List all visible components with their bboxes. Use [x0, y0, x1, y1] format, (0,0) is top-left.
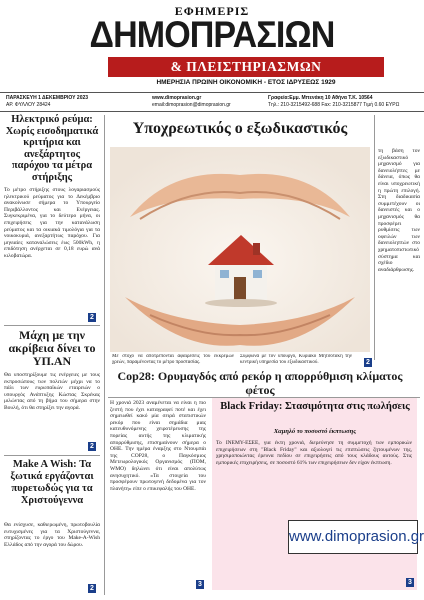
article-separator [4, 455, 100, 456]
article-body-electricity: Το μέτρο στήριξης στους λογαριασμούς ηλεκτρικού ρεύματος για το Δεκέμβριο ανακοίνωσε σήμερα το Υπουργείο Περιβάλλοντος και Ενέργειας. Συγκεκριμένα, για το δεύτερο μήνα, οι επιχειρήσεις για την κατανάλωση ρεύματος και τα οικιακά τιμολόγια για τα νοικοκυριά, ανεξαρτήτως παρόχου. Για μηνιαίες καταναλώσεις έως 500kWh, η επιδότηση ανέρχεται σε 0,18 ευρώ ανά κιλοβατώρα. [4, 187, 100, 259]
website-link[interactable]: www.dimoprasion.gr [152, 95, 202, 101]
article-title-ypan[interactable]: Μάχη με την ακρίβεια δίνει το ΥΠ.ΑΝ [8, 328, 96, 368]
info-bar [0, 92, 424, 112]
house-hands-photo [110, 147, 370, 352]
photo-caption-left: Με στόχο να αποτρέπονται αφαιρέσεις του εκκρεμών χρεών, παραμένοντας το μέτρο προστασίας. [112, 354, 234, 365]
cop28-headline[interactable]: Cop28: Ορυμαγδός από ρεκόρ η απορρύθμιση κλίματος φέτος [117, 369, 403, 397]
address: Γραφεία:Εμμ. Μπενάκη 10 Αθήνα Τ.Κ. 10564 [268, 95, 373, 101]
page-ref-badge[interactable]: 2 [364, 358, 372, 367]
page-ref-badge[interactable]: 2 [88, 313, 96, 322]
black-friday-subheadline: Χαμηλό το ποσοστό έκπτωσης [273, 428, 357, 435]
photo-caption-right: Σύμφωνα με τον υπουργό, Κυριάκο Μητσοτάκη την κεντρική υπηρεσία του εξωδικαστικού. [240, 354, 352, 365]
issue-date: ΠΑΡΑΣΚΕΥΗ 1 ΔΕΚΕΜΒΡΙΟΥ 2023 [6, 95, 89, 101]
page-ref-badge[interactable]: 3 [406, 578, 414, 587]
email-link[interactable]: email:dimoprasion@dimoprasion.gr [152, 102, 231, 108]
house-in-hands-image [110, 147, 370, 352]
article-separator [4, 325, 100, 326]
masthead-subtitle: & ΠΛΕΙΣΤΗΡΙΑΣΜΩΝ [108, 57, 384, 77]
main-article-continuation: τη βάση τον εξωδικαστικό μηχανισμό για δανειολήπτες με δάνεια, όπως θα είναι υποχρεωτική η πρώτη επιλογή. Στη διαδικασία συμμετέχουν οι δανειστές και ο μηχανισμός θα προσφέρει ρυθμίσεις των οφειλών των δανειοληπτών στο χρηματοπιστωτικό σύστημα και σχέδιο αναδιάρθρωσης. [378, 148, 420, 273]
main-headline[interactable]: Υποχρεωτικός ο εξωδικαστικός [132, 120, 348, 137]
article-title-electricity[interactable]: Ηλεκτρικό ρεύμα: Χωρίς εισοδηματικά κριτήρια και ανεξάρτητος παρόχου τα μέτρα στήριξης [5, 114, 99, 183]
article-body-makeawish: Θα ενίσχυσε, καθιερωμένη, πρωτοβουλία ευτυχισμένες για τα Χριστούγεννα, στηρίζοντας το έργο του Make-A-Wish Ελλάδος από την αγορά του δώρου. [4, 522, 100, 548]
dimoprasion-ad-banner[interactable]: www.dimoprasion.gr [288, 520, 418, 554]
page-ref-badge[interactable]: 2 [88, 584, 96, 593]
phones: Tηλ.: 210-3215492-688 Fax: 210-3215877 Tιμή 0.60 ΕΥΡΩ [268, 102, 400, 108]
masthead-title: ΔΗΜΟΠΡΑΣΙΩΝ [89, 14, 335, 55]
article-body-ypan: Θα υποστηρίξουμε τις ενέργειες με τους εκπροσώπους των πολιτών μέχρι να το πάλι των ευρωπαϊκών εταιρειών ο υπουργός Ανάπτυξης Κώστας Σκρέκας μιλώντας από τη βήμα του σήμερα στην Βουλή, ότι θα στηρίξει την αγορά. [4, 372, 100, 411]
article-title-makeawish[interactable]: Make A Wish: Τα ξωτικά εργάζονται πυρετωδώς για τα Χριστούγεννα [10, 459, 94, 506]
masthead-kicker: ΕΦΗΜΕΡΙΣ [174, 4, 250, 18]
black-friday-body: Το ΙΝΕΜΥ-ΕΣΕΕ, για έκτη χρονιά, διερεύνησε τη συμμετοχή των εμπορικών επιχειρήσεων στη "Black Friday" και αξιολογεί τις επιπτώσεις ζητουμένων της, χρησιμοποιώντας έρευνα πεδίου σε επιχειρήσεις από τους κλάδους αυτούς. Στις εμπορικές επιχειρήσεις, σε ποσοστό 61% των επιχειρήσεων δεν είχαν έκπτωση. [216, 440, 412, 466]
issue-number: ΑΡ. ΦΥΛΛΟΥ 28424 [6, 102, 51, 108]
page-ref-badge[interactable]: 2 [88, 442, 96, 451]
black-friday-headline[interactable]: Black Friday: Στασιμότητα στις πωλήσεις [220, 401, 410, 412]
column-divider [374, 115, 375, 360]
column-divider [104, 115, 105, 595]
page-ref-badge[interactable]: 3 [196, 580, 204, 589]
cop28-body: Η χρονιά 2023 αναμένεται να είναι η πιο ζεστή που έχει καταγραφεί ποτέ και έχει σημειωθεί κακό μία σειρά στατιστικών ρεκόρ που είναι σημάδια μιας κατευθυνόμενης χειροτέρευσης της πορείας αυτής της κλιματικής απορρύθμισης, επισημαίνουν σήμερα ο ΟΗΕ. Την ημέρα έναρξης στο Ντουμπάι της COP28, ο Παγκόσμιος Μετεωρολογικός Οργανισμός (ΠΟΜ, WMO) δηλώνει ότι είναι απολύτως ανησυχητικό. «Τα στοιχεία του προσφέρουν πρωτογενή δεδομένα για τον πλανήτη» είπε ο επικεφαλής του ΟΗΕ. [110, 400, 206, 492]
masthead-tagline: ΗΜΕΡΗΣΙΑ ΠΡΩΙΝΗ ΟΙΚΟΝΟΜΙΚΗ - ΕΤΟΣ ΙΔΡΥΣΕΩΣ 1929 [156, 79, 336, 86]
